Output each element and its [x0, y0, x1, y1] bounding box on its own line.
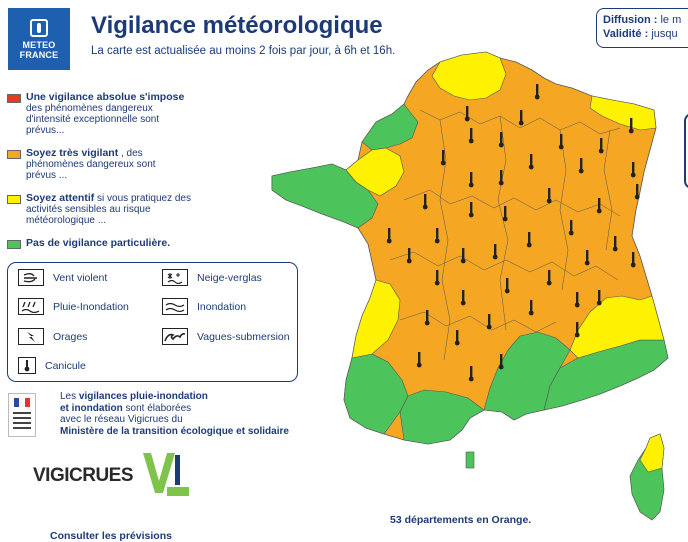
- consult-forecasts-link[interactable]: Consulter les prévisions: [50, 530, 172, 542]
- page-title: Vigilance météorologique: [91, 12, 383, 39]
- phenomenon-vent: Vent violent: [18, 269, 107, 286]
- legend-orange-text: , des phénomènes dangereux sont prévus ...: [26, 148, 156, 181]
- legend-yellow-text: si vous pratiquez des activités sensibles au risque météorologique ...: [26, 193, 191, 226]
- legend-green-title: Pas de vigilance particulière.: [26, 237, 171, 249]
- vigicrues-logo[interactable]: VIGICRUES: [33, 465, 134, 486]
- legend-yellow-title: Soyez attentif: [26, 192, 95, 204]
- phenomenon-neige: Neige-verglas: [162, 269, 262, 286]
- phenomenon-canicule: Canicule: [18, 357, 86, 374]
- phenomenon-vagues: Vagues-submersion: [162, 328, 290, 345]
- legend-red-title: Une vigilance absolue s'impose: [26, 91, 185, 103]
- logo-line-france: FRANCE: [19, 49, 59, 60]
- ministry-notice: Les vigilances pluie-inondation et inondation sont élaborées avec le réseau Vigicrues du Ministère de la transition écologique et solidaire: [60, 391, 289, 437]
- diffusion-value: le m: [660, 14, 682, 26]
- legend-orange-title: Soyez très vigilant: [26, 147, 119, 159]
- page-subtitle: La carte est actualisée au moins 2 fois par jour, à 6h et 16h.: [91, 45, 396, 57]
- diffusion-label: Diffusion :: [603, 14, 658, 26]
- legend-red-text: des phénomènes dangereux d'intensité exceptionnelle sont prévus...: [26, 103, 160, 136]
- validity-value: jusqu: [651, 28, 678, 40]
- phenomenon-orages: Orages: [18, 328, 87, 345]
- logo-line-meteo: METEO: [22, 39, 56, 50]
- phenomenon-inondation: Inondation: [162, 298, 246, 315]
- orange-department-count: 53 départements en Orange.: [390, 514, 532, 526]
- phenomenon-pluie: Pluie-Inondation: [18, 298, 129, 315]
- andorra-marker: [466, 452, 474, 468]
- validity-label: Validité :: [603, 28, 649, 40]
